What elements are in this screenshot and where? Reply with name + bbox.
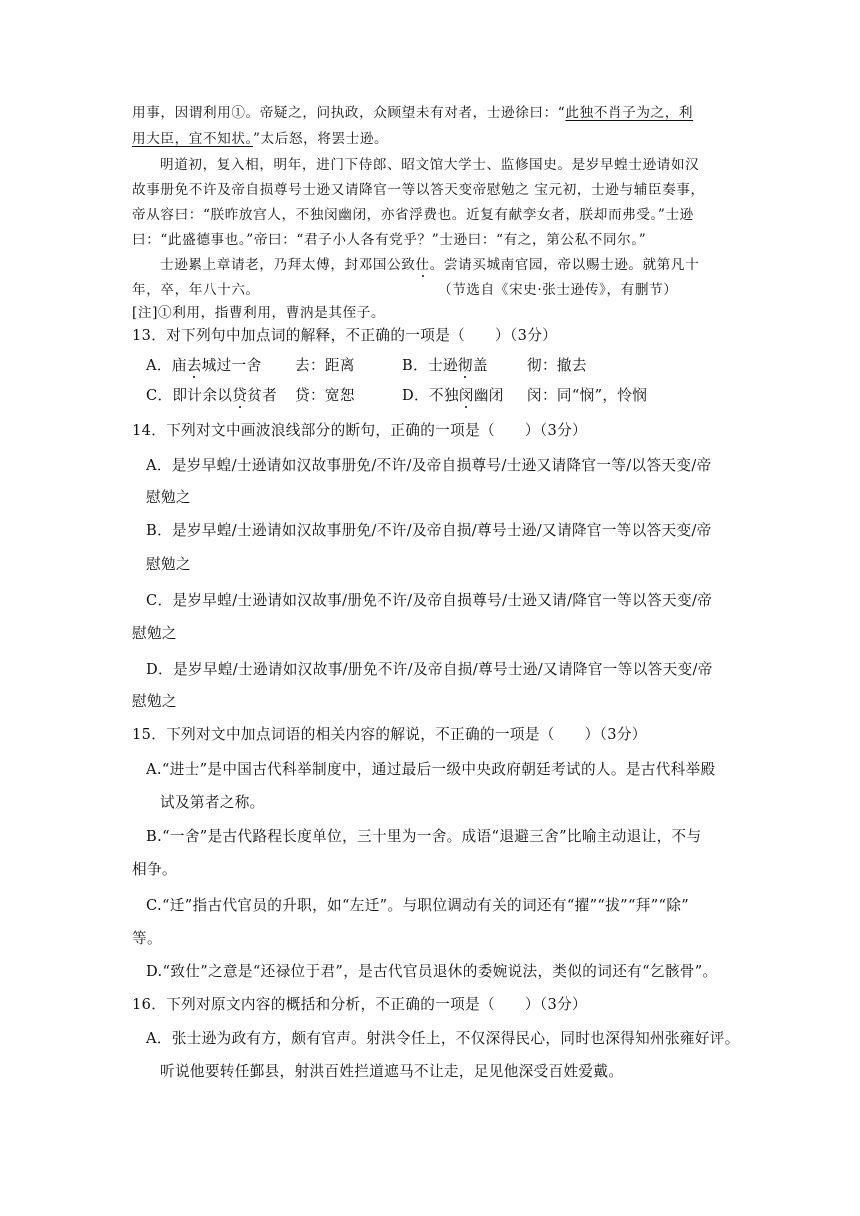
q15-option-b-line1: B.“一舍”是古代路程长度单位，三十里为一舍。成语“退避三舍”比喻主动退让，不与 — [146, 828, 702, 845]
q16-option-a-line2: 听说他要转任鄞县，射洪百姓拦道遮马不让走，足见他深受百姓爱戴。 — [160, 1063, 624, 1080]
passage-text: 士逊累上章请老，乃拜太傅，封邓国公致 — [160, 257, 416, 273]
q13-option-c — [146, 386, 277, 406]
option-text: 幽闭 — [473, 387, 504, 404]
passage-line-5: 帝从容曰：“朕昨放宫人，不独闵幽闭，亦省浮费也。近复有献孪女者，朕却而弗受。”士逊 — [132, 207, 694, 223]
q15-option-b-line2: 相争。 — [132, 861, 177, 878]
underlined-quote: 用大臣，宜不知状。 — [132, 131, 253, 147]
q13-option-b — [402, 356, 488, 376]
option-text: B．士逊 — [402, 357, 458, 374]
q15-stem: 15．下列对文中加点词语的相关内容的解说，不正确的一项是（ ）（3分） — [132, 726, 647, 743]
q13-option-d — [402, 386, 504, 406]
passage-text: 。尝请买城南官园，帝以赐士逊。就第凡十 — [429, 257, 700, 273]
passage-line-6: 曰：“此盛德事也。”帝曰：“君子小人各有党乎？”士逊曰：“有之，第公私不同尔。” — [132, 232, 647, 248]
passage-text: 用事，因谓利用①。帝疑之，问执政，众顾望未有对者，士逊徐曰：“ — [132, 105, 566, 121]
passage-line-3: 明道初，复入相，明年，进门下侍郎、昭文馆大学士、监修国史。是岁早蝗士逊请如汉 — [160, 157, 700, 173]
passage-line-2 — [132, 129, 388, 149]
passage-line-4: 故事册免不许及帝自损尊号士逊又请降官一等以答天变帝慰勉之 宝元初，士逊与辅臣奏事， — [132, 182, 705, 198]
q15-option-a-line2: 试及第者之称。 — [160, 794, 265, 811]
q14-option-a-line1: A．是岁早蝗/士逊请如汉故事册免/不许/及帝自损尊号/士逊又请降官一等/以答天变/帝 — [146, 457, 712, 474]
passage-source: （节选自《宋史·张士逊传》，有删节） — [438, 282, 678, 298]
dotted-word: 闵 — [458, 387, 474, 404]
option-text: 盖 — [472, 357, 488, 374]
option-text: A．庙 — [146, 357, 187, 374]
passage-line-7 — [160, 255, 699, 275]
passage-text: ”太后怒，将罢士逊。 — [252, 131, 389, 147]
q14-option-c-line1: C．是岁早蝗/士逊请如汉故事/册免不许/及帝自损尊号/士逊又请/降官一等以答天变/帝 — [146, 592, 713, 609]
option-text: D．不独 — [402, 387, 459, 404]
q13-option-c-explanation: 贷：宽恕 — [295, 387, 355, 404]
q15-option-a-line1: A.“进士”是中国古代科举制度中，通过最后一级中央政府朝廷考试的人。是古代科举殿 — [146, 761, 716, 778]
q14-option-b-line2: 慰勉之 — [146, 556, 191, 573]
q14-option-c-line2: 慰勉之 — [132, 625, 177, 642]
q14-option-b-line1: B．是岁早蝗/士逊请如汉故事册免/不许/及帝自损/尊号士逊/又请降官一等以答天变/帝 — [146, 522, 712, 539]
passage-line-1 — [132, 103, 693, 123]
q13-option-d-explanation: 闵：同“悯”，怜悯 — [527, 387, 648, 404]
dotted-word: 贷 — [232, 387, 248, 404]
underlined-quote: 此独不肖子为之，利 — [565, 105, 694, 121]
q15-option-d-line1: D.“致仕”之意是“还禄位于君”，是古代官员退休的委婉说法，类似的词还有“乞骸骨”。 — [146, 963, 718, 980]
passage-line-8: 年，卒，年八十六。 — [132, 282, 260, 298]
q15-option-c-line2: 等。 — [132, 930, 162, 947]
q14-option-a-line2: 慰勉之 — [146, 489, 191, 506]
option-text: C．即计余以 — [146, 387, 233, 404]
q16-stem: 16．下列对原文内容的概括和分析，不正确的一项是（ ）（3分） — [132, 996, 587, 1013]
q14-stem: 14．下列对文中画波浪线部分的断句，正确的一项是（ ）（3分） — [132, 422, 587, 439]
option-text: 贫者 — [247, 387, 278, 404]
option-text: 城过一舍 — [201, 357, 262, 374]
q14-option-d-line2: 慰勉之 — [132, 693, 177, 710]
dotted-word: 彻 — [457, 357, 473, 374]
dotted-word: 仕 — [415, 257, 430, 273]
q15-option-c-line1: C.“迁”指古代官员的升职，如“左迁”。与职位调动有关的词还有“擢”“拔”“拜”“除” — [146, 897, 690, 914]
q13-option-a — [146, 356, 262, 376]
q14-option-d-line1: D．是岁早蝗/士逊请如汉故事/册免不许/及帝自损/尊号士逊/又请降官一等以答天变/帝 — [146, 661, 713, 678]
q13-option-b-explanation: 彻：撤去 — [527, 357, 587, 374]
q13-stem: 13．对下列句中加点词的解释，不正确的一项是（ ）（3分） — [132, 327, 558, 344]
q13-option-a-explanation: 去：距离 — [295, 357, 355, 374]
dotted-word: 去 — [186, 357, 202, 374]
passage-note: [注]①利用，指曹利用，曹汭是其侄子。 — [132, 305, 386, 321]
q16-option-a-line1: A．张士逊为政有方，颇有官声。射洪令任上，不仅深得民心，同时也深得知州张雍好评。 — [146, 1030, 740, 1047]
